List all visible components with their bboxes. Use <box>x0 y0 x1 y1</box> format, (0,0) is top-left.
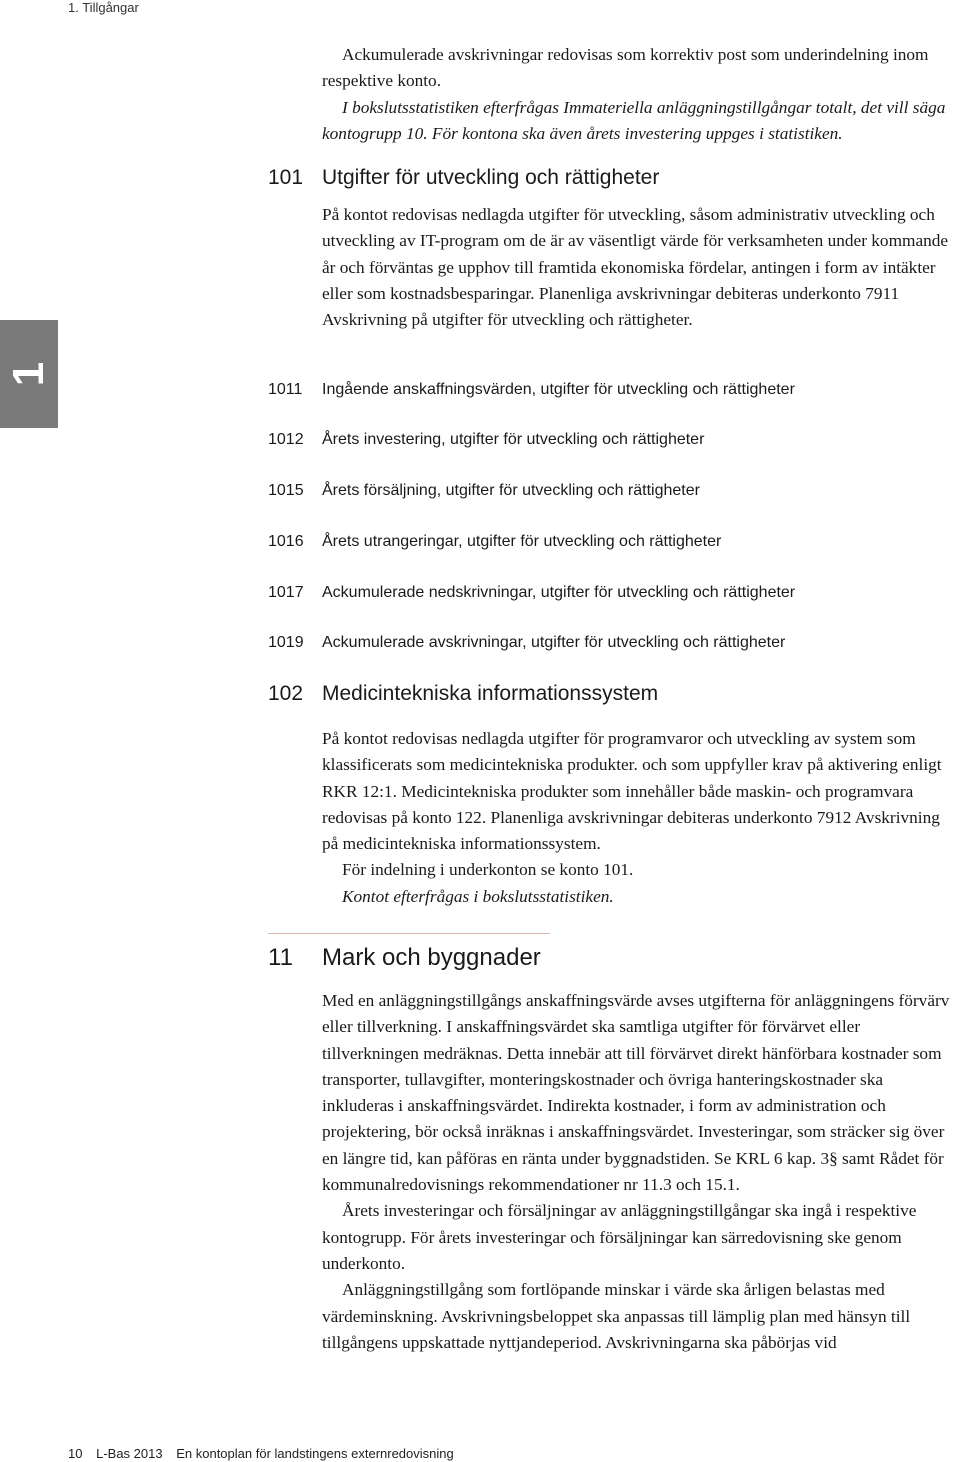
section-11-p2: Årets investeringar och försäljningar av anläggningstillgångar ska ingå i respektive kontogrupp. För årets investeringar och försäljningar kan särredovisning ske genom underkonto. <box>322 1201 917 1273</box>
publication-name: L-Bas 2013 <box>96 1446 163 1461</box>
intro-line-2: I bokslutsstatistiken efterfrågas Immateriella anläggningstillgångar totalt, det vill säga kontogrupp 10. För kontona ska även årets investering uppges i statistiken. <box>322 97 946 143</box>
section-number-101: 101 <box>268 166 304 189</box>
section-number-11: 11 <box>268 944 293 971</box>
subaccount-label: Årets investering, utgifter för utveckling och rättigheter <box>322 431 705 448</box>
chapter-tab <box>0 320 58 428</box>
chapter-tab-number: 1 <box>4 361 53 387</box>
intro-line-1: Ackumulerade avskrivningar redovisas som korrektiv post som underindelning inom respektive konto. <box>322 45 929 91</box>
page-footer <box>68 1446 464 1461</box>
subaccount-label: Ackumulerade avskrivningar, utgifter för utveckling och rättigheter <box>322 634 786 651</box>
subaccount-label: Ackumulerade nedskrivningar, utgifter för utveckling och rättigheter <box>322 584 796 601</box>
running-header: 1. Tillgångar <box>68 0 139 15</box>
section-102-note: För indelning i underkonton se konto 101. <box>342 860 634 880</box>
section-body-101: På kontot redovisas nedlagda utgifter för utveckling, såsom administrativ utveckling och utveckling av IT-program om de är av väsentligt värde för verksamheten under kommande år och förväntas ge upphov till framtida ekonomiska fördelar, antingen i form av intäkter eller som kostnadsbesparingar. Planenliga avskrivningar debiteras underkonto 7911 Avskrivning på utgifter för utveckling och rättigheter. <box>322 205 949 330</box>
subaccount-number: 1011 <box>268 381 303 398</box>
section-divider <box>268 933 550 934</box>
section-title-102: Medicintekniska informationssystem <box>322 682 659 705</box>
section-11-p3: Anläggningstillgång som fortlöpande minskar i värde ska årligen belastas med värdeminskning. Avskrivningsbeloppet ska anpassas till lämplig plan med hänsyn till tillgångens uppskattade nyttjandeperiod. Avskrivningarna ska påbörjas vid <box>322 1280 911 1352</box>
subaccount-number: 1015 <box>268 482 304 499</box>
section-body-11 <box>322 988 958 1356</box>
publication-description: En kontoplan för landstingens externredovisning <box>176 1446 454 1461</box>
subaccount-number: 1019 <box>268 634 304 651</box>
subaccount-number: 1017 <box>268 584 304 601</box>
subaccount-number: 1012 <box>268 431 304 448</box>
subaccount-number: 1016 <box>268 533 304 550</box>
subaccount-label: Ingående anskaffningsvärden, utgifter för utveckling och rättigheter <box>322 381 795 398</box>
section-11-p1: Med en anläggningstillgångs anskaffningsvärde avses utgifterna för anläggningens förvärv eller tillverkning. I anskaffningsvärdet ska samtliga utgifter för förvärvet eller tillverkningen medräknas. Detta innebär att till förvärvet direkt hänförbara kostnader som transporter, tullavgifter, monteringskostnader och övriga hanteringskostnader ska inkluderas i anskaffningsvärdet. Indirekta kostnader, i form av administration och projektering, bör också inräknas i anskaffningsvärdet. Investeringar, som sträcker sig över en längre tid, kan påföras en ränta under byggnadstiden. Se KRL 6 kap. 3§ samt Rådet för kommunalredovisnings rekommendationer nr 11.3 och 15.1. <box>322 991 950 1195</box>
section-number-102: 102 <box>268 682 304 705</box>
subaccount-label: Årets utrangeringar, utgifter för utveckling och rättigheter <box>322 533 722 550</box>
page-number: 10 <box>68 1446 83 1461</box>
section-title-11: Mark och byggnader <box>322 944 541 971</box>
intro-paragraph <box>322 42 958 147</box>
section-title-101: Utgifter för utveckling och rättigheter <box>322 166 660 189</box>
subaccount-label: Årets försäljning, utgifter för utveckling och rättigheter <box>322 482 700 499</box>
section-102-stat: Kontot efterfrågas i bokslutsstatistiken. <box>342 886 614 906</box>
section-body-102 <box>322 726 958 910</box>
section-102-text: På kontot redovisas nedlagda utgifter för programvaror och utveckling av system som klassificerats som medicintekniska produkter. och som uppfyller krav på aktivering enligt RKR 12:1. Medicintekniska produkter som innehåller både maskin- och programvara redovisas på konto 122. Planenliga avskrivningar debiteras underkonto 7912 Avskrivning på medicintekniska informationssystem. <box>322 729 942 854</box>
